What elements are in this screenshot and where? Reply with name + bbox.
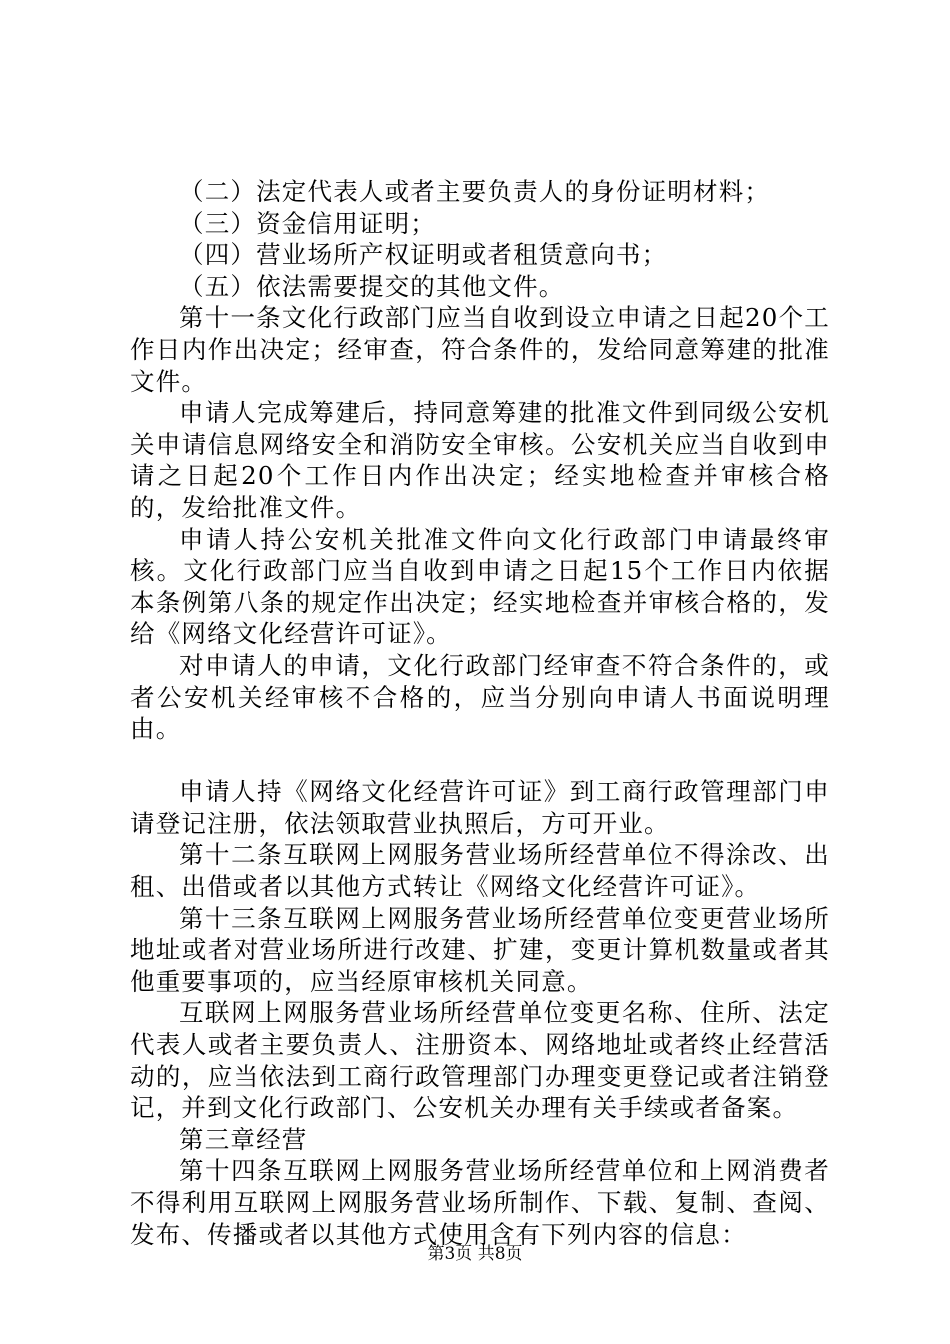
article-13: 第十三条互联网上网服务营业场所经营单位变更营业场所地址或者对营业场所进行改建、扩建，变更计算机数量或者其他重要事项的，应当经原审核机关同意。	[130, 903, 830, 996]
article-13-paragraph-2: 互联网上网服务营业场所经营单位变更名称、住所、法定代表人或者主要负责人、注册资本、网络地址或者终止经营活动的，应当依法到工商行政管理部门办理变更登记或者注销登记，并到文化行政部门、公安机关办理有关手续或者备案。	[130, 998, 830, 1123]
list-item-2: （二）法定代表人或者主要负责人的身份证明材料；	[179, 177, 771, 206]
article-12: 第十二条互联网上网服务营业场所经营单位不得涂改、出租、出借或者以其他方式转让《网络文化经营许可证》。	[130, 840, 830, 902]
article-11-paragraph-4: 对申请人的申请，文化行政部门经审查不符合条件的，或者公安机关经审核不合格的，应当分别向申请人书面说明理由。	[130, 650, 830, 744]
list-item-5: （五）依法需要提交的其他文件。	[179, 271, 565, 301]
article-14: 第十四条互联网上网服务营业场所经营单位和上网消费者不得利用互联网上网服务营业场所制作、下载、复制、查阅、发布、传播或者以其他方式使用含有下列内容的信息：	[130, 1156, 830, 1249]
list-item-3: （三）资金信用证明；	[179, 208, 436, 238]
list-item-4: （四）营业场所产权证明或者租赁意向书；	[179, 240, 668, 270]
page-number: 第3页 共8页	[427, 1244, 523, 1264]
article-11: 第十一条文化行政部门应当自收到设立申请之日起20个工作日内作出决定；经审查，符合条件的，发给同意筹建的批准文件。	[130, 303, 830, 396]
article-11-paragraph-2: 申请人完成筹建后，持同意筹建的批准文件到同级公安机关申请信息网络安全和消防安全审核。公安机关应当自收到申请之日起20个工作日内作出决定；经实地检查并审核合格的，发给批准文件。	[130, 398, 830, 522]
paragraph-spacer	[130, 745, 830, 777]
document-body	[130, 176, 830, 1250]
article-11-paragraph-5: 申请人持《网络文化经营许可证》到工商行政管理部门申请登记注册，依法领取营业执照后，方可开业。	[130, 777, 830, 838]
article-11-paragraph-3: 申请人持公安机关批准文件向文化行政部门申请最终审核。文化行政部门应当自收到申请之日起15个工作日内依据本条例第八条的规定作出决定；经实地检查并审核合格的，发给《网络文化经营许可证》。	[130, 524, 830, 649]
chapter-heading: 第三章经营	[179, 1124, 308, 1154]
